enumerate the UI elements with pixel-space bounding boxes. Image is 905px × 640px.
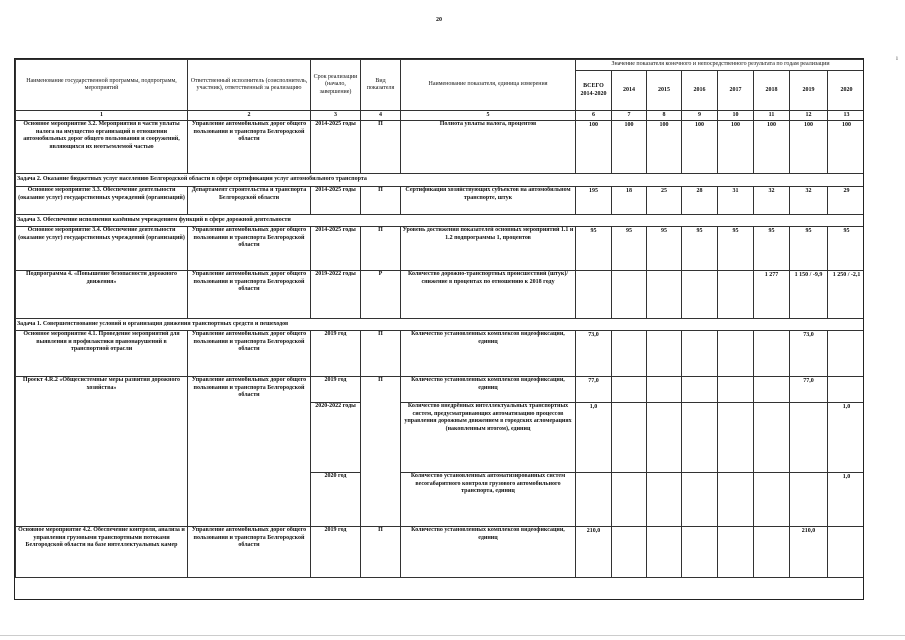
header-executor: Ответственный исполнитель (соисполнитель, участник), ответственный за реализацию [188, 60, 311, 111]
column-number: 11 [754, 111, 790, 121]
column-number: 3 [311, 111, 361, 121]
value-total: 77,0 [576, 377, 612, 403]
value-total: 95 [576, 227, 612, 271]
value-year [682, 473, 718, 527]
table-row [16, 377, 865, 403]
measure-name: Основное мероприятие 4.1. Проведение мероприятий для выявления и профилактики правонарушений в транспортной отрасли [16, 331, 188, 377]
value-year: 100 [828, 121, 865, 174]
value-year [612, 377, 647, 403]
period: 2014-2025 годы [311, 187, 361, 215]
value-year: 95 [682, 227, 718, 271]
value-total: 210,0 [576, 527, 612, 578]
value-year [682, 377, 718, 403]
value-year [682, 403, 718, 473]
table-row [16, 271, 865, 319]
value-year [828, 377, 865, 403]
executor: Управление автомобильных дорог общего пользования и транспорта Белгородской области [188, 227, 311, 271]
header-year-total: ВСЕГО 2014-2020 [576, 71, 612, 111]
period: 2020 год [311, 473, 361, 527]
value-year [790, 473, 828, 527]
value-year [790, 403, 828, 473]
value-year [718, 377, 754, 403]
measure-name: Проект 4.R.2 «Общесистемные меры развития дорожного хозяйства» [16, 377, 188, 527]
header-name: Наименование государственной программы, подпрограмм, мероприятий [16, 60, 188, 111]
executor: Управление автомобильных дорог общего пользования и транспорта Белгородской области [188, 271, 311, 319]
column-number: 4 [361, 111, 401, 121]
column-number: 9 [682, 111, 718, 121]
value-year: 77,0 [790, 377, 828, 403]
column-number: 8 [647, 111, 682, 121]
executor: Управление автомобильных дорог общего пользования и транспорта Белгородской области [188, 331, 311, 377]
value-year [647, 377, 682, 403]
value-year [754, 527, 790, 578]
value-year [754, 377, 790, 403]
value-total: 195 [576, 187, 612, 215]
indicator-name: Количество установленных автоматизированных систем весогабаритного контроля грузового автомобильного транспорта, единиц [401, 473, 576, 527]
indicator-name: Количество установленных комплексов видеофиксации, единиц [401, 331, 576, 377]
value-year [612, 403, 647, 473]
value-year [612, 271, 647, 319]
value-year [647, 473, 682, 527]
header-values-group: Значение показателя конечного и непосредственного результата по годам реализации [576, 60, 865, 71]
column-number: 1 [16, 111, 188, 121]
period: 2020-2022 годы [311, 403, 361, 473]
value-year [612, 331, 647, 377]
executor: Департамент строительства и транспорта Белгородской области [188, 187, 311, 215]
table-row [16, 527, 865, 578]
value-year: 18 [612, 187, 647, 215]
indicator-type: П [361, 527, 401, 578]
value-year [754, 331, 790, 377]
indicator-type: Р [361, 271, 401, 319]
period: 2019 год [311, 377, 361, 403]
indicator-type: П [361, 227, 401, 271]
indicator-name: Полнота уплаты налога, процентов [401, 121, 576, 174]
value-year: 31 [718, 187, 754, 215]
table-row [16, 187, 865, 215]
value-year [754, 473, 790, 527]
value-year: 1 150 / -9,9 [790, 271, 828, 319]
value-year [612, 473, 647, 527]
value-total [576, 271, 612, 319]
measure-name: Основное мероприятие 4.2. Обеспечение контроля, анализа и управления грузовыми транспортными потоками Белгородской области на базе интеллектуальных камер [16, 527, 188, 578]
value-year [754, 403, 790, 473]
edge-mark: ı [896, 54, 898, 62]
header-year: 2014 [612, 71, 647, 111]
task-heading: Задача 1. Совершенствование условий и организация движения транспортных средств и пешеходов [16, 319, 865, 331]
value-year: 1,0 [828, 403, 865, 473]
indicator-name: Количество установленных комплексов видеофиксации, единиц [401, 377, 576, 403]
value-year: 95 [718, 227, 754, 271]
value-year: 29 [828, 187, 865, 215]
header-year: 2017 [718, 71, 754, 111]
value-year [718, 331, 754, 377]
table-row [16, 331, 865, 377]
measure-name: Подпрограмма 4. «Повышение безопасности дорожного движения» [16, 271, 188, 319]
value-year: 95 [754, 227, 790, 271]
value-year [647, 403, 682, 473]
indicator-type: П [361, 121, 401, 174]
value-year: 1,0 [828, 473, 865, 527]
value-year: 1 277 [754, 271, 790, 319]
value-year: 28 [682, 187, 718, 215]
executor: Управление автомобильных дорог общего пользования и транспорта Белгородской области [188, 121, 311, 174]
value-year [682, 271, 718, 319]
value-year: 32 [790, 187, 828, 215]
value-total: 73,0 [576, 331, 612, 377]
column-number: 6 [576, 111, 612, 121]
table-row [16, 121, 865, 174]
period: 2019 год [311, 527, 361, 578]
task-row [16, 319, 865, 331]
indicator-type: П [361, 187, 401, 215]
column-number: 5 [401, 111, 576, 121]
task-row [16, 215, 865, 227]
column-number: 10 [718, 111, 754, 121]
value-year [647, 331, 682, 377]
task-row [16, 174, 865, 187]
measure-name: Основное мероприятие 3.3. Обеспечение деятельности (оказание услуг) государственных учреждений (организаций) [16, 187, 188, 215]
header-year: 2019 [790, 71, 828, 111]
header-indicator: Наименование показателя, единица измерения [401, 60, 576, 111]
value-total: 1,0 [576, 403, 612, 473]
value-year [718, 527, 754, 578]
indicator-name: Уровень достижения показателей основных мероприятий 1.1 и 1.2 подпрограммы 1, процентов [401, 227, 576, 271]
header-year: 2020 [828, 71, 865, 111]
column-number: 2 [188, 111, 311, 121]
value-year [828, 527, 865, 578]
value-year: 32 [754, 187, 790, 215]
value-year [718, 473, 754, 527]
header-year: 2015 [647, 71, 682, 111]
value-year [682, 527, 718, 578]
executor: Управление автомобильных дорог общего пользования и транспорта Белгородской области [188, 377, 311, 527]
value-year: 100 [718, 121, 754, 174]
header-year: 2018 [754, 71, 790, 111]
header-period: Срок реализации (начало, завершение) [311, 60, 361, 111]
column-number: 7 [612, 111, 647, 121]
page-bottom-line [0, 635, 905, 636]
value-year: 210,0 [790, 527, 828, 578]
indicator-name: Количество дорожно-транспортных происшествий (штук)/снижение в процентах по отношению к 2018 году [401, 271, 576, 319]
header-type: Вид показателя [361, 60, 401, 111]
measure-name: Основное мероприятие 3.2. Мероприятия в части уплаты налога на имущество организаций в отношении автомобильных дорог общего пользования и сооружений, являющихся их неотъемлемой частью [16, 121, 188, 174]
page-number: 20 [436, 17, 442, 23]
measure-name: Основное мероприятие 3.4. Обеспечение деятельности (оказание услуг) государственных учреждений (организаций) [16, 227, 188, 271]
value-year: 1 250 / -2,1 [828, 271, 865, 319]
value-year [828, 331, 865, 377]
indicator-type: П [361, 331, 401, 377]
value-year: 95 [828, 227, 865, 271]
value-year: 25 [647, 187, 682, 215]
period: 2014-2025 годы [311, 227, 361, 271]
value-year: 100 [754, 121, 790, 174]
column-number: 12 [790, 111, 828, 121]
value-total [576, 473, 612, 527]
indicator-table [14, 58, 864, 600]
indicator-name: Количество внедрённых интеллектуальных транспортных систем, предусматривающих автоматизацию процессов управления дорожным движением в городских агломерациях (накопленным итогом), единиц [401, 403, 576, 473]
value-year [718, 271, 754, 319]
period: 2019-2022 годы [311, 271, 361, 319]
value-year: 95 [647, 227, 682, 271]
period: 2019 год [311, 331, 361, 377]
value-year [647, 271, 682, 319]
value-year: 73,0 [790, 331, 828, 377]
value-year [647, 527, 682, 578]
header-year: 2016 [682, 71, 718, 111]
value-year [682, 331, 718, 377]
table-row [16, 227, 865, 271]
value-year: 95 [612, 227, 647, 271]
value-year [612, 527, 647, 578]
task-heading: Задача 2. Оказание бюджетных услуг населению Белгородской области в сфере сертификации услуг автомобильного транспорта [16, 174, 865, 187]
task-heading: Задача 3. Обеспечение исполнения казённым учреждением функций в сфере дорожной деятельности [16, 215, 865, 227]
indicator-type: П [361, 377, 401, 527]
value-year [718, 403, 754, 473]
value-year: 100 [682, 121, 718, 174]
value-year: 100 [790, 121, 828, 174]
column-number: 13 [828, 111, 865, 121]
value-total: 100 [576, 121, 612, 174]
value-year: 100 [647, 121, 682, 174]
period: 2014-2025 годы [311, 121, 361, 174]
indicator-name: Сертификация хозяйствующих субъектов на автомобильном транспорте, штук [401, 187, 576, 215]
executor: Управление автомобильных дорог общего пользования и транспорта Белгородской области [188, 527, 311, 578]
value-year: 100 [612, 121, 647, 174]
value-year: 95 [790, 227, 828, 271]
indicator-name: Количество установленных комплексов видеофиксации, единиц [401, 527, 576, 578]
